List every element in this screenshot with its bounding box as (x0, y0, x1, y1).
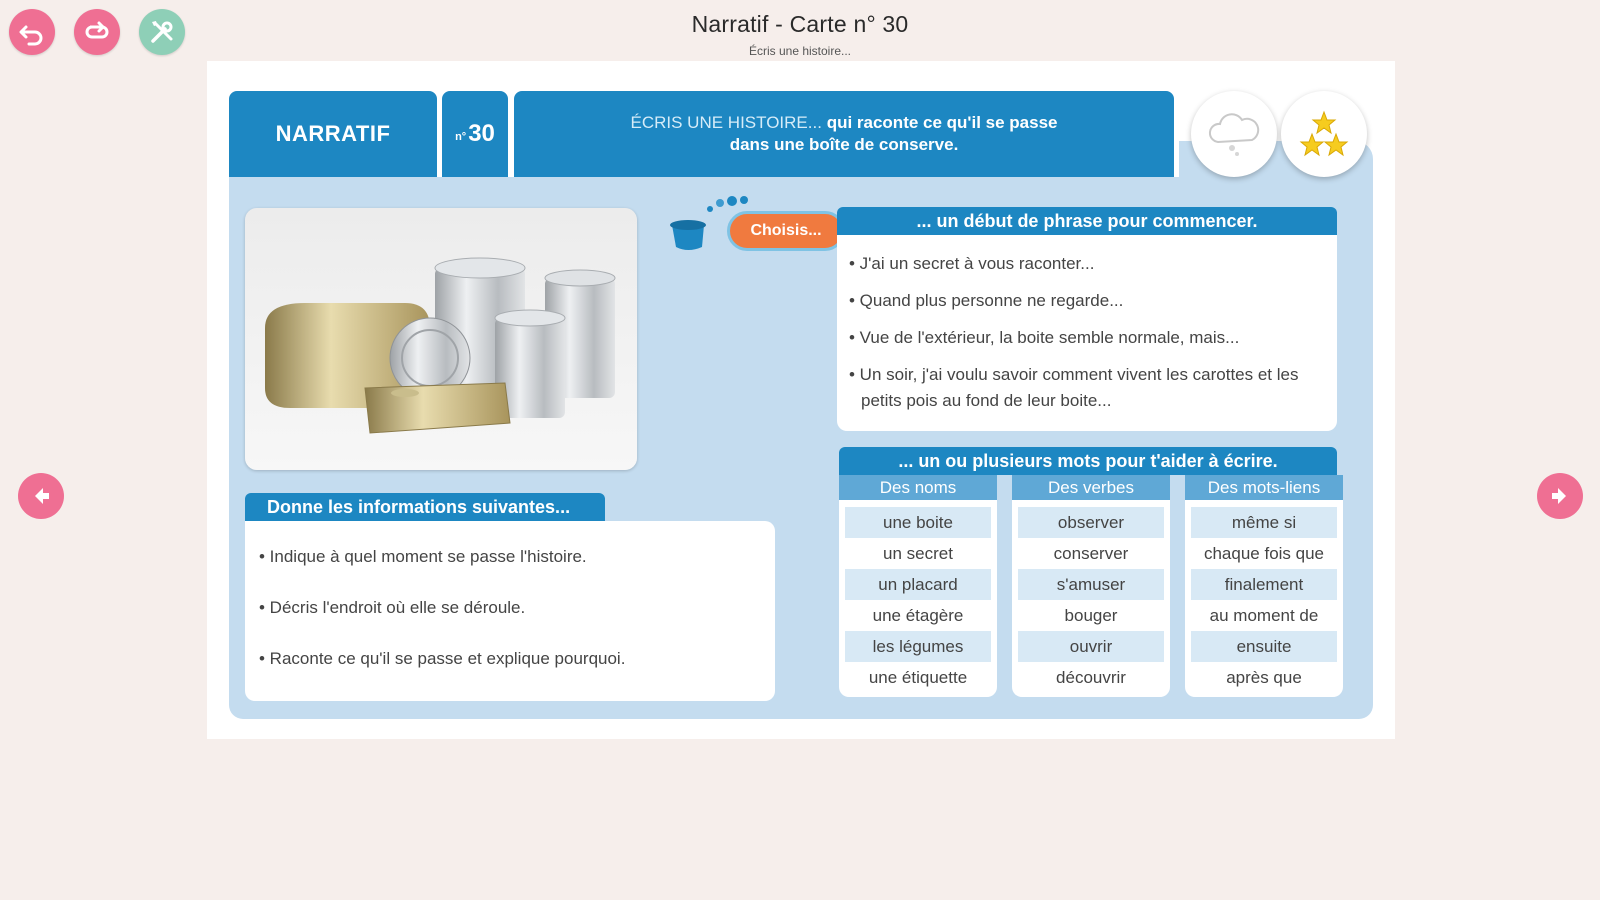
arrow-left-icon (27, 482, 55, 510)
word-cell: observer (1018, 507, 1164, 538)
column-title: Des verbes (1012, 475, 1170, 500)
word-cell: un secret (883, 543, 953, 563)
stars-icon (1292, 102, 1356, 166)
sentence-starts-box (837, 235, 1337, 431)
sentence-start-item: • Un soir, j'ai voulu savoir comment vivent les carottes et les petits pois au fond de leur boite... (849, 365, 1299, 410)
cloud-icon (1202, 102, 1266, 166)
word-cell: une étagère (872, 605, 964, 625)
column-title: Des mots-liens (1185, 475, 1343, 500)
writing-card (207, 61, 1395, 739)
words-column-verbs (1012, 475, 1170, 697)
sentence-starts-header: ... un début de phrase pour commencer. (837, 207, 1337, 235)
word-cell: une boite (845, 507, 991, 538)
card-number: 30 (468, 120, 495, 147)
word-cell: finalement (1191, 569, 1337, 600)
word-cell: découvrir (1056, 667, 1126, 687)
word-cell: s'amuser (1018, 569, 1164, 600)
info-box (245, 521, 775, 701)
info-item: • Raconte ce qu'il se passe et explique pourquoi. (259, 649, 626, 668)
prompt-line1: qui raconte ce qu'il se passe (826, 113, 1058, 132)
prompt-line2: dans une boîte de conserve. (729, 135, 959, 154)
prompt-lead: ÉCRIS UNE HISTOIRE... (630, 113, 822, 132)
stars-badge[interactable] (1281, 91, 1367, 177)
number-prefix: n° (455, 131, 467, 143)
column-title: Des noms (839, 475, 997, 500)
word-cell: au moment de (1209, 605, 1319, 625)
tins-illustration (245, 208, 637, 470)
info-item: • Décris l'endroit où elle se déroule. (259, 598, 526, 617)
card-number-tab (442, 91, 508, 177)
word-cell: une étiquette (868, 667, 968, 687)
word-cell: chaque fois que (1203, 543, 1325, 563)
word-cell: ouvrir (1018, 631, 1164, 662)
word-cell: conserver (1053, 543, 1129, 563)
prompt-tab (514, 91, 1174, 177)
sentence-start-item: • Quand plus personne ne regarde... (849, 291, 1124, 310)
sentence-start-item: • Vue de l'extérieur, la boite semble normale, mais... (849, 328, 1240, 347)
info-item: • Indique à quel moment se passe l'histoire. (259, 547, 587, 566)
word-cell: après que (1226, 667, 1302, 687)
choose-label: Choisis... (727, 211, 845, 251)
page-subtitle: Écris une histoire... (748, 44, 852, 58)
word-cell: les légumes (845, 631, 991, 662)
sentence-start-item: • J'ai un secret à vous raconter... (849, 254, 1095, 273)
previous-card-button[interactable] (18, 473, 64, 519)
cloud-badge[interactable] (1191, 91, 1277, 177)
word-cell: ensuite (1191, 631, 1337, 662)
word-cell: même si (1191, 507, 1337, 538)
canned-food-tins-photo (245, 208, 637, 470)
info-header: Donne les informations suivantes... (245, 493, 605, 521)
word-cell: un placard (845, 569, 991, 600)
word-cell: bouger (1064, 605, 1118, 625)
words-header: ... un ou plusieurs mots pour t'aider à écrire. (839, 447, 1337, 475)
genre-tab: NARRATIF (229, 91, 437, 177)
words-column-links (1185, 475, 1343, 697)
next-card-button[interactable] (1537, 473, 1583, 519)
arrow-right-icon (1546, 482, 1574, 510)
page-title: Narratif - Carte n° 30 (691, 11, 909, 37)
words-column-nouns (839, 475, 997, 697)
